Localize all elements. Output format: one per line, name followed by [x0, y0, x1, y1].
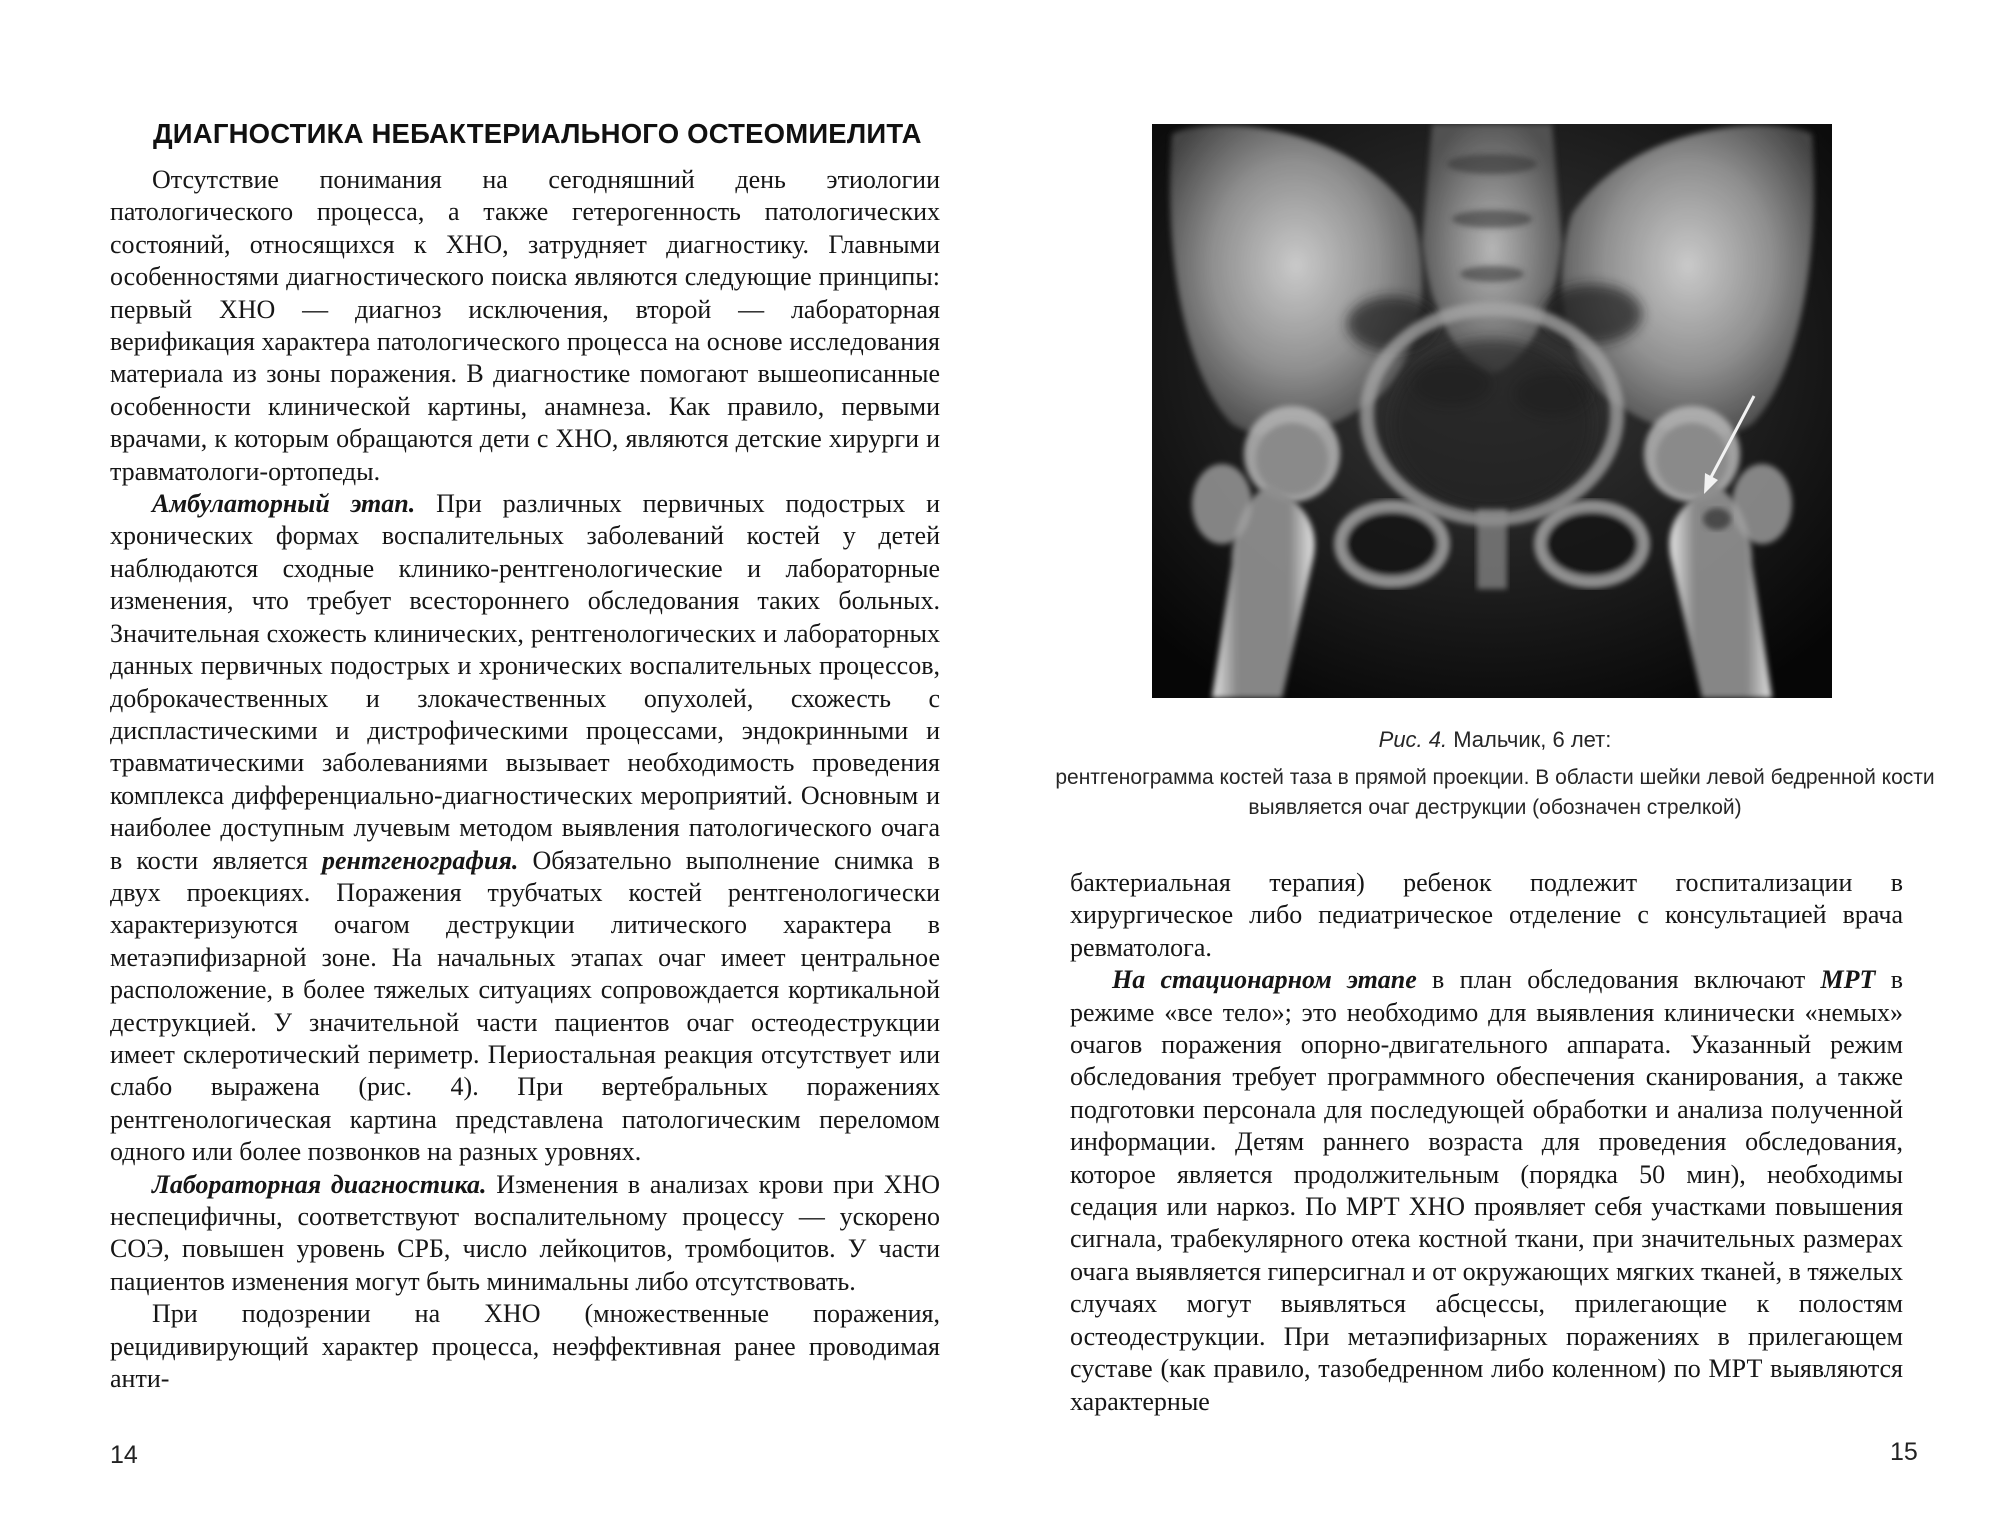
- page-number-left: 14: [110, 1441, 138, 1469]
- term-inpatient-stage: На стационарном этапе: [1112, 965, 1417, 995]
- right-page: [1000, 0, 2000, 1535]
- paragraph-lab-text: Изменения в анализах крови при ХНО неспецифичны, соответствуют воспалительному процессу — ускорено СОЭ, повышен уровень СРБ, число лейкоцитов, тромбоцитов. У части пациентов изменения могут быть минимальны либо отсутствовать.: [110, 1169, 941, 1296]
- paragraph-ambulatory-text-a: При различных первичных подострых и хронических формах воспалительных заболеваний костей у детей наблюдаются сходные клинико-рентгенологические и лабораторные изменения, что требует всестороннего обследования таких больных. Значительная схожесть клинических, рентгенологических и лабораторных данных первичных подострых и хронических воспалительных процессов, доброкачественных и злокачественных опухолей, схожесть с диспластическими и дистрофическими процессами, эндокринными и травматическими заболеваниями вызывает необходимость проведения комплекса дифференциально-диагностических мероприятий. Основным и наиболее доступным лучевым методом выявления патологического очага в кости является: [110, 489, 940, 875]
- term-radiography: рентгенография.: [322, 845, 519, 875]
- left-page-body: [110, 164, 940, 1395]
- paragraph-lab: [110, 1169, 940, 1299]
- right-page-body: [1070, 867, 1903, 1418]
- term-lab-diagnostics: Лабораторная диагностика.: [152, 1169, 487, 1199]
- paragraph-ambulatory: [110, 488, 940, 1169]
- pelvis-xray-image: [1152, 124, 1832, 698]
- term-mri: МРТ: [1820, 965, 1876, 995]
- figure-subject: Мальчик, 6 лет:: [1447, 727, 1612, 752]
- section-heading: ДИАГНОСТИКА НЕБАКТЕРИАЛЬНОГО ОСТЕОМИЕЛИТА: [153, 118, 922, 149]
- paragraph-suspicion: При подозрении на ХНО (множественные поражения, рецидивирующий характер процесса, неэффективная ранее проводимая анти-: [110, 1299, 940, 1394]
- paragraph-intro: Отсутствие понимания на сегодняшний день этиологии патологического процесса, а также гетерогенность патологических состояний, относящихся к ХНО, затрудняет диагностику. Главными особенностями диагностического поиска являются следующие принципы: первый ХНО — диагноз исключения, второй — лабораторная верификация характера патологического процесса на основе исследования материала из зоны поражения. В диагностике помогают вышеописанные особенности клинической картины, анамнеза. Как правило, первыми врачами, к которым обращаются дети с ХНО, являются детские хирурги и травматологи-ортопеды.: [110, 165, 940, 486]
- page-number-right: 15: [1890, 1438, 1918, 1466]
- paragraph-continuation: бактериальная терапия) ребенок подлежит госпитализации в хирургическое либо педиатрическое отделение с консультацией врача ревматолога.: [1070, 868, 1903, 962]
- figure-caption: рентгенограмма костей таза в прямой проекции. В области шейки левой бедренной кости выявляется очаг деструкции (обозначен стрелкой): [1055, 766, 1935, 819]
- xray-illustration: [1152, 124, 1832, 698]
- paragraph-inpatient-text-b: в режиме «все тело»; это необходимо для выявления клинически «немых» очагов поражения опорно-двигательного аппарата. Указанный режим обследования требует программного обеспечения сканирования, а также подготовки персонала для последующей обработки и анализа полученной информации. Детям раннего возраста для проведения обследования, которое является продолжительным (порядка 50 мин), необходимы седация или наркоз. По МРТ ХНО проявляет себя участками повышения сигнала, трабекулярного отека костной ткани, при значительных размерах очага выявляется гиперсигнал и от окружающих мягких тканей, в тяжелых случаях могут выявляться абсцессы, прилегающие к полостям остеодеструкции. При метаэпифизарных поражениях в прилегающем суставе (как правило, тазобедренном либо коленном) по МРТ выявляются характерные: [1070, 965, 1903, 1416]
- paragraph-inpatient: [1070, 964, 1903, 1418]
- figure-label: Рис. 4.: [1378, 727, 1448, 752]
- figure-title: [1050, 727, 1940, 753]
- paragraph-ambulatory-text-b: Обязательно выполнение снимка в двух проекциях. Поражения трубчатых костей рентгенологически характеризуются очагом деструкции литического характера в метаэпифизарной зоне. На начальных этапах очаг имеет центральное расположение, в более тяжелых ситуациях сопровождается кортикальной деструкцией. У значительной части пациентов очаг остеодеструкции имеет склеротический периметр. Периостальная реакция отсутствует или слабо выражена (рис. 4). При вертебральных поражениях рентгенологическая картина представлена патологическим переломом одного или более позвонков на разных уровнях.: [110, 845, 940, 1167]
- paragraph-inpatient-text-a: в план обследования включают: [1416, 965, 1821, 995]
- term-ambulatory-stage: Амбулаторный этап.: [152, 489, 416, 519]
